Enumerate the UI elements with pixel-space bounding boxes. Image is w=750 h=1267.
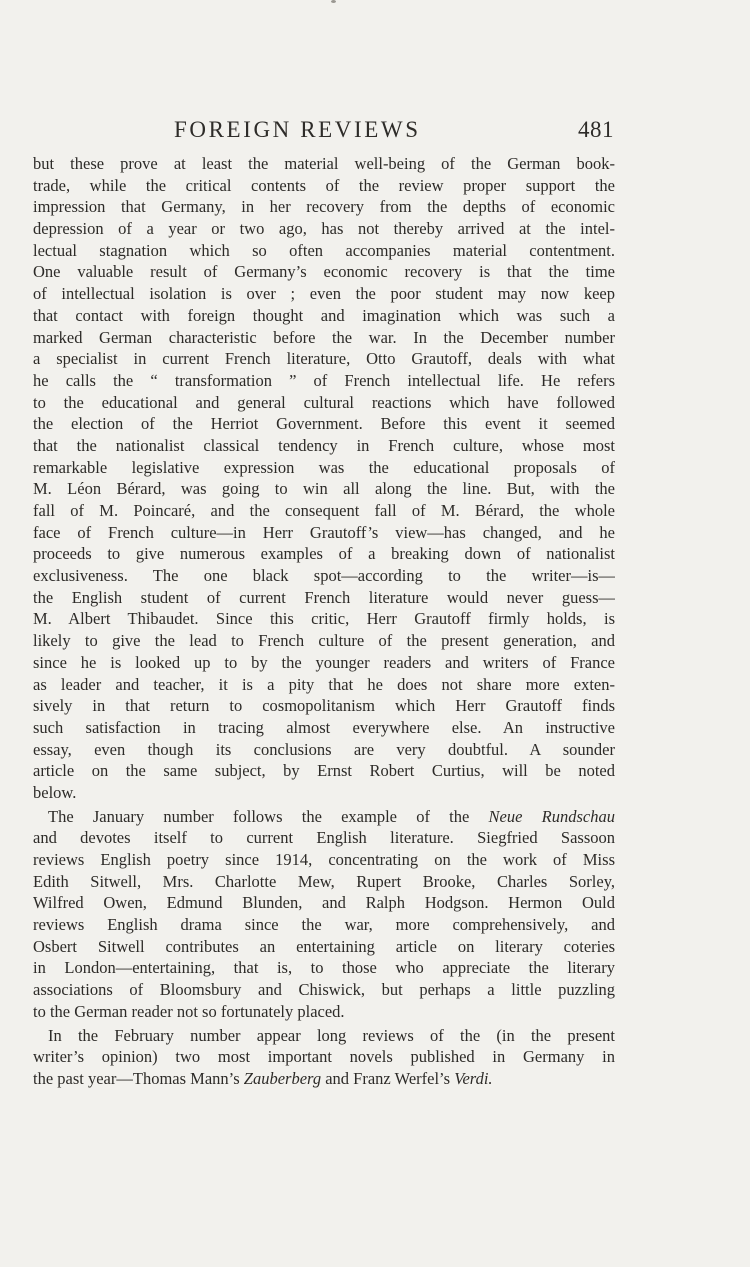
page-header	[34, 113, 614, 147]
text-line	[33, 1046, 615, 1068]
text-line	[33, 914, 615, 936]
text-run: marked German characteristic before the war. In the December number	[33, 327, 615, 347]
text-line	[33, 892, 615, 914]
paragraph-2	[33, 806, 615, 1023]
text-run: to the German reader not so fortunately placed.	[33, 1001, 345, 1021]
text-run: remarkable legislative expression was the educational proposals of	[33, 457, 615, 477]
page-number: 481	[578, 117, 614, 142]
text-run: he calls the “ transformation ” of French intellectual life. He refers	[33, 370, 615, 390]
text-run: impression that Germany, in her recovery from the depths of economic	[33, 197, 615, 217]
italic-title: Verdi.	[454, 1068, 493, 1088]
text-line	[33, 305, 615, 327]
text-run: likely to give the lead to French culture of the present generation, and	[33, 631, 615, 651]
text-run: essay, even though its conclusions are very doubtful. A sounder	[33, 739, 615, 759]
paragraph-3	[33, 1025, 615, 1090]
text-line	[33, 240, 615, 262]
text-line	[33, 327, 615, 349]
text-line	[33, 218, 615, 240]
text-run: depression of a year or two ago, has not thereby arrived at the intel-	[33, 219, 615, 239]
text-line	[33, 608, 615, 630]
page-edge-mark	[331, 0, 336, 3]
text-line	[33, 587, 615, 609]
text-run: M. Albert Thibaudet. Since this critic, Herr Grautoff firmly holds, is	[33, 609, 615, 629]
text-run: One valuable result of Germany’s economic recovery is that the time	[33, 262, 615, 282]
text-line	[33, 196, 615, 218]
text-line	[33, 478, 615, 500]
text-run: and devotes itself to current English literature. Siegfried Sassoon	[33, 828, 615, 848]
text-run: the past year—Thomas Mann’s	[33, 1068, 244, 1088]
text-line	[33, 957, 615, 979]
text-line	[33, 739, 615, 761]
text-line	[33, 543, 615, 565]
paragraph-1	[33, 153, 615, 804]
text-run: and Franz Werfel’s	[321, 1068, 455, 1088]
text-line	[33, 979, 615, 1001]
text-run: since he is looked up to by the younger readers and writers of France	[33, 652, 615, 672]
text-line	[33, 1025, 615, 1047]
text-line	[33, 392, 615, 414]
text-line	[33, 630, 615, 652]
text-run: that contact with foreign thought and imagination which was such a	[33, 305, 615, 325]
text-line	[33, 457, 615, 479]
text-run: that the nationalist classical tendency in French culture, whose most	[33, 435, 615, 455]
text-run: face of French culture—in Herr Grautoff’s view—has changed, and he	[33, 522, 615, 542]
text-run: Wilfred Owen, Edmund Blunden, and Ralph Hodgson. Hermon Ould	[33, 893, 615, 913]
running-head: FOREIGN REVIEWS	[174, 117, 421, 142]
text-run: In the February number appear long reviews of the (in the present	[48, 1025, 615, 1045]
text-line	[33, 782, 615, 804]
text-run: proceeds to give numerous examples of a breaking down of nationalist	[33, 544, 615, 564]
text-line	[33, 652, 615, 674]
text-run: to the educational and general cultural reactions which have followed	[33, 392, 615, 412]
text-run: the election of the Herriot Government. Before this event it seemed	[33, 414, 615, 434]
text-line	[33, 827, 615, 849]
text-line	[33, 500, 615, 522]
text-run: below.	[33, 782, 77, 802]
text-line	[33, 261, 615, 283]
text-run: trade, while the critical contents of the review proper support the	[33, 175, 615, 195]
text-line	[33, 1068, 615, 1090]
text-line	[33, 435, 615, 457]
text-line	[33, 806, 615, 828]
text-line	[33, 936, 615, 958]
text-run: the English student of current French literature would never guess—	[33, 587, 615, 607]
text-line	[33, 522, 615, 544]
text-run: reviews English drama since the war, more comprehensively, and	[33, 915, 615, 935]
text-run: Osbert Sitwell contributes an entertaining article on literary coteries	[33, 936, 615, 956]
text-run: as leader and teacher, it is a pity that he does not share more exten-	[33, 674, 615, 694]
text-line	[33, 565, 615, 587]
text-run: in London—entertaining, that is, to those who appreciate the literary	[33, 958, 615, 978]
text-run: but these prove at least the material well-being of the German book-	[33, 154, 615, 173]
text-line	[33, 175, 615, 197]
text-line	[33, 717, 615, 739]
text-line	[33, 153, 615, 175]
text-run: The January number follows the example of the	[48, 806, 489, 826]
text-line	[33, 760, 615, 782]
text-run: article on the same subject, by Ernst Robert Curtius, will be noted	[33, 761, 615, 781]
text-run: M. Léon Bérard, was going to win all along the line. But, with the	[33, 479, 615, 499]
text-line	[33, 348, 615, 370]
text-run: writer’s opinion) two most important novels published in Germany in	[33, 1047, 615, 1067]
italic-title: Neue Rundschau	[488, 806, 615, 826]
text-run: reviews English poetry since 1914, concentrating on the work of Miss	[33, 850, 615, 869]
text-line	[33, 413, 615, 435]
text-run: a specialist in current French literature, Otto Grautoff, deals with what	[33, 349, 615, 369]
text-run: such satisfaction in tracing almost everywhere else. An instructive	[33, 717, 615, 737]
text-run: lectual stagnation which so often accompanies material contentment.	[33, 240, 615, 260]
text-run: exclusiveness. The one black spot—according to the writer—is—	[33, 566, 615, 586]
text-line	[33, 695, 615, 717]
text-line	[33, 283, 615, 305]
text-run: of intellectual isolation is over ; even the poor student may now keep	[33, 284, 615, 304]
text-line	[33, 849, 615, 871]
text-run: fall of M. Poincaré, and the consequent fall of M. Bérard, the whole	[33, 501, 615, 520]
text-line	[33, 370, 615, 392]
text-line	[33, 1001, 615, 1023]
text-line	[33, 871, 615, 893]
text-line	[33, 674, 615, 696]
text-run: associations of Bloomsbury and Chiswick, but perhaps a little puzzling	[33, 980, 615, 1000]
italic-title: Zauberberg	[243, 1068, 322, 1088]
text-run: sively in that return to cosmopolitanism which Herr Grautoff finds	[33, 696, 615, 716]
text-run: Edith Sitwell, Mrs. Charlotte Mew, Rupert Brooke, Charles Sorley,	[33, 871, 615, 891]
body-text	[33, 153, 615, 1090]
